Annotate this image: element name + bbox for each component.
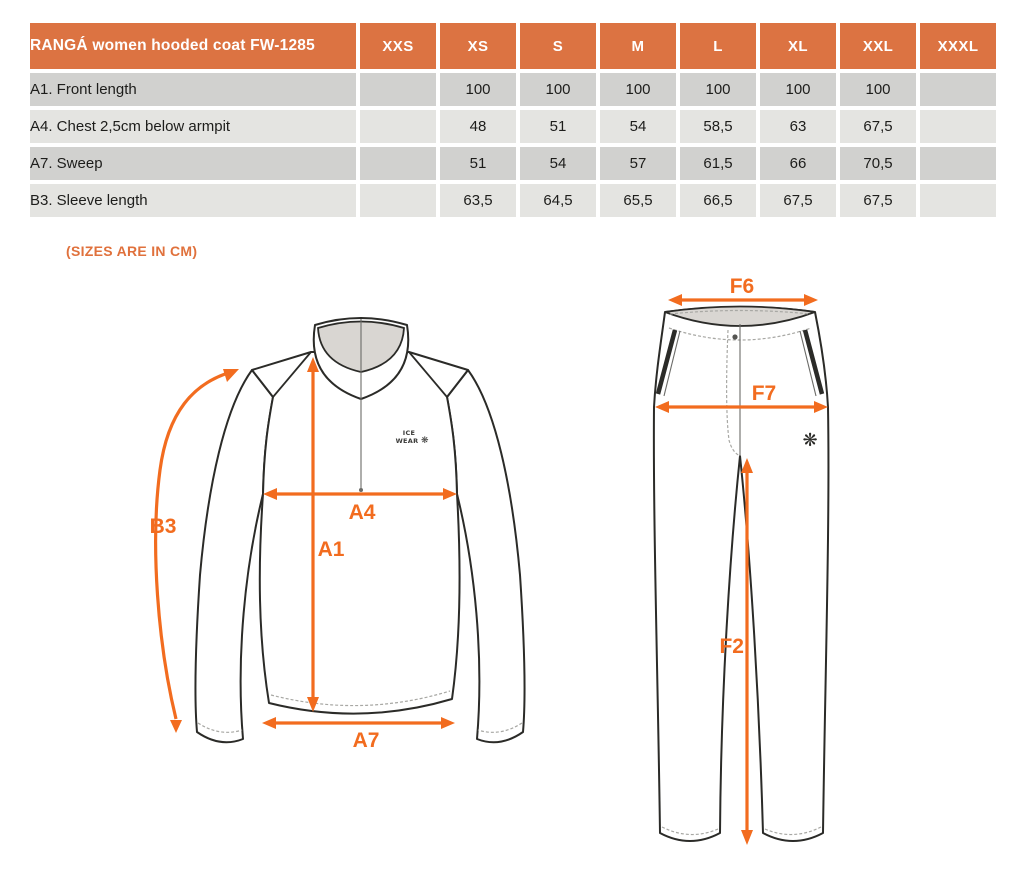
size-value-cell: 100 [760, 73, 836, 106]
size-value-cell: 100 [600, 73, 676, 106]
row-label: A1. Front length [30, 73, 356, 106]
size-column-header-s: S [520, 23, 596, 69]
pants-body [654, 307, 829, 841]
size-value-cell: 67,5 [760, 184, 836, 217]
size-value-cell: 66,5 [680, 184, 756, 217]
size-value-cell: 100 [680, 73, 756, 106]
sizes-note: (SIZES ARE IN CM) [66, 243, 198, 259]
size-value-cell: 67,5 [840, 184, 916, 217]
table-header-row [30, 23, 996, 69]
size-value-cell: 48 [440, 110, 516, 143]
size-table [26, 19, 1000, 221]
row-label: A4. Chest 2,5cm below armpit [30, 110, 356, 143]
size-column-header-xxs: XXS [360, 23, 436, 69]
a4-label: A4 [348, 501, 376, 524]
f7-label: F7 [751, 382, 777, 405]
size-value-cell [360, 184, 436, 217]
snowflake-icon: ❋ [421, 436, 429, 446]
table-row-sweep [30, 147, 996, 180]
size-value-cell: 67,5 [840, 110, 916, 143]
table-title: RANGÁ women hooded coat FW-1285 [30, 23, 356, 69]
pants-measurement-diagram [618, 272, 918, 872]
table-row-sleeve-length [30, 184, 996, 217]
size-value-cell [920, 184, 996, 217]
size-column-header-xxxl: XXXL [920, 23, 996, 69]
size-value-cell: 100 [840, 73, 916, 106]
size-value-cell: 70,5 [840, 147, 916, 180]
size-value-cell: 64,5 [520, 184, 596, 217]
table-row-front-length [30, 73, 996, 106]
size-value-cell [360, 147, 436, 180]
size-column-header-m: M [600, 23, 676, 69]
size-value-cell [920, 110, 996, 143]
size-value-cell: 54 [520, 147, 596, 180]
b3-label: B3 [149, 515, 177, 538]
size-value-cell: 66 [760, 147, 836, 180]
size-value-cell: 63 [760, 110, 836, 143]
size-value-cell: 100 [440, 73, 516, 106]
row-label: A7. Sweep [30, 147, 356, 180]
size-value-cell: 51 [520, 110, 596, 143]
zipper-pull [359, 488, 363, 492]
jacket-measurement-diagram [130, 285, 550, 775]
snowflake-icon: ❋ [802, 430, 818, 451]
size-value-cell [360, 73, 436, 106]
size-column-header-l: L [680, 23, 756, 69]
size-value-cell [360, 110, 436, 143]
size-value-cell: 57 [600, 147, 676, 180]
size-value-cell: 54 [600, 110, 676, 143]
size-value-cell [920, 73, 996, 106]
size-value-cell: 100 [520, 73, 596, 106]
table-row-chest [30, 110, 996, 143]
size-column-header-xs: XS [440, 23, 516, 69]
size-value-cell: 65,5 [600, 184, 676, 217]
brand-logo-line2: WEAR [395, 437, 419, 445]
size-value-cell: 61,5 [680, 147, 756, 180]
waist-button [732, 334, 737, 339]
a1-label: A1 [317, 538, 345, 561]
a7-label: A7 [352, 729, 380, 752]
jacket-body [252, 352, 468, 714]
row-label: B3. Sleeve length [30, 184, 356, 217]
f6-label: F6 [729, 275, 755, 298]
size-value-cell: 51 [440, 147, 516, 180]
brand-logo-line1: ICE [402, 429, 416, 437]
size-column-header-xxl: XXL [840, 23, 916, 69]
size-value-cell: 58,5 [680, 110, 756, 143]
size-column-header-xl: XL [760, 23, 836, 69]
size-value-cell [920, 147, 996, 180]
f2-label: F2 [719, 635, 744, 658]
size-value-cell: 63,5 [440, 184, 516, 217]
